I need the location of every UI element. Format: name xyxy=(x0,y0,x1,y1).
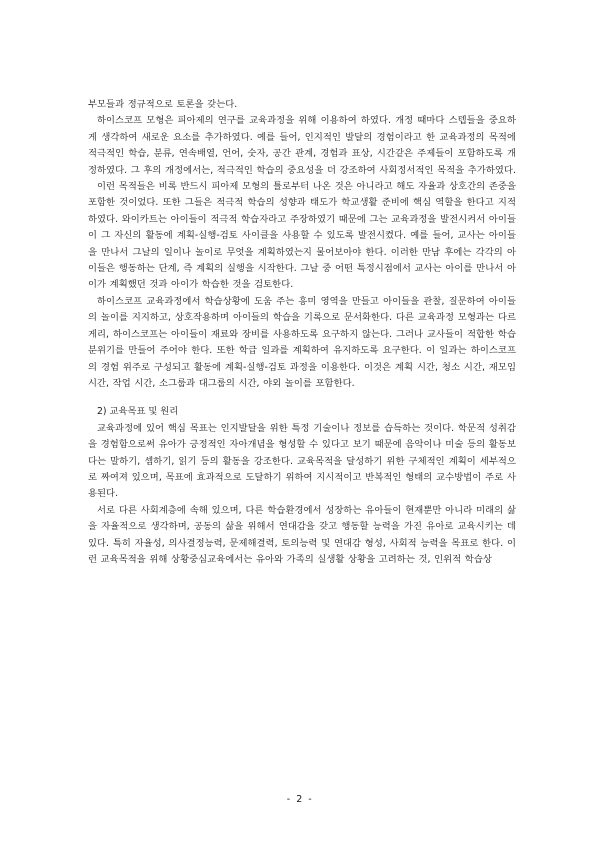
paragraph-plan-do-review: 이런 목적들은 비록 반드시 피아제 모형의 틀로부터 나온 것은 아니라고 해도 자율과 상호간의 존중을 포함한 것이었다. 또한 그들은 적극적 학습의 성향과 태도가 학교생활 준비에 핵심 역할을 한다고 지적하였다. 와이카트는 아이들이 적극적 학습자라고 주장하였기 때문에 그는 교육과정을 발전시켜서 아이들이 그 자신의 활동에 계획-실행-검토 사이클을 사용할 수 있도록 발전시켰다. 예를 들어, 교사는 아이들을 만나서 그날의 일이나 놀이로 무엇을 계획하였는지 물어보아야 한다. 이러한 만남 후에는 각각의 아이들은 행동하는 단계, 즉 계획의 실행을 시작한다. 그날 중 어떤 특정시점에서 교사는 아이를 만나서 아이가 계획했던 것과 아이가 학습한 것을 검토한다. xyxy=(88,181,516,291)
page-number: - 2 - xyxy=(286,794,314,805)
section-heading: 2) 교육목표 및 원리 xyxy=(97,406,179,418)
paragraph-learning-environment: 하이스코프 교육과정에서 학습상황에 도움 주는 흥미 영역을 만들고 아이들을 관찰, 질문하여 아이들의 놀이를 지지하고, 상호작용하며 아이들의 학습을 기록으로 문서화한다. 다른 교육과정 모형과는 다르게리, 하이스코프는 아이들이 재료와 장비를 사용하도록 요구하지 않는다. 그러나 교사들이 적합한 학습 분위기를 만들어 주어야 한다. 또한 학급 일과를 계획하여 유지하도록 요구한다. 이 일과는 하이스코프의 경험 위주로 구성되고 활동에 계획-실행-검토 과정을 이용한다. 이것은 계획 시간, 청소 시간, 재모임 시간, 작업 시간, 소그룹과 대그룹의 시간, 야외 놀이를 포함한다. xyxy=(88,295,516,389)
paragraph-core-goals: 교육과정에 있어 핵심 목표는 인지발달을 위한 특정 기술이나 정보를 습득하는 것이다. 학문적 성취감을 경험함으로써 유아가 긍정적인 자아개념을 형성할 수 있다고 보기 때문에 음악이나 미술 등의 활동보다는 말하기, 셈하기, 읽기 등의 활동을 강조한다. 교육목적을 달성하기 위한 구체적인 계획이 세부적으로 짜여져 있으며, 목표에 효과적으로 도달하기 위하여 지시적이고 반복적인 형태의 교수방법이 주로 사용된다. xyxy=(88,422,516,500)
paragraph-highscope-revision: 하이스코프 모형은 피아제의 연구를 교육과정을 위해 이용하여 하였다. 개정 때마다 스텝들을 중요하게 생각하여 새로운 요소를 추가하였다. 예를 들어, 인지적인 발달의 경험이라고 한 교육과정의 목적에 적극적인 학습, 분류, 연속배열, 언어, 숫자, 공간 관계, 경험과 표상, 시간같은 주제들이 포함하도록 개정하였다. 그 후의 개정에서는, 적극적인 학습의 중요성을 더 강조하여 사회정서적인 목적을 추가하였다. xyxy=(88,115,516,176)
page-body xyxy=(88,97,516,568)
paragraph-continued: 부모들과 정규적으로 토론을 갖는다. xyxy=(88,99,238,110)
paragraph-situational-education: 서로 다른 사회계층에 속해 있으며, 다른 학습환경에서 성장하는 유아들이 현재뿐만 아니라 미래의 삶을 자율적으로 생각하며, 공동의 삶을 위해서 연대감을 갖고 행동할 능력을 가진 유아로 교육시키는 데 있다. 특히 자율성, 의사결정능력, 문제해결력, 토의능력 및 연대감 형성, 사회적 능력을 목표로 한다. 이런 교육목적을 위해 상황중심교육에서는 유아와 가족의 실생활 상황을 고려하는 것, 인위적 학습상 xyxy=(88,504,516,565)
